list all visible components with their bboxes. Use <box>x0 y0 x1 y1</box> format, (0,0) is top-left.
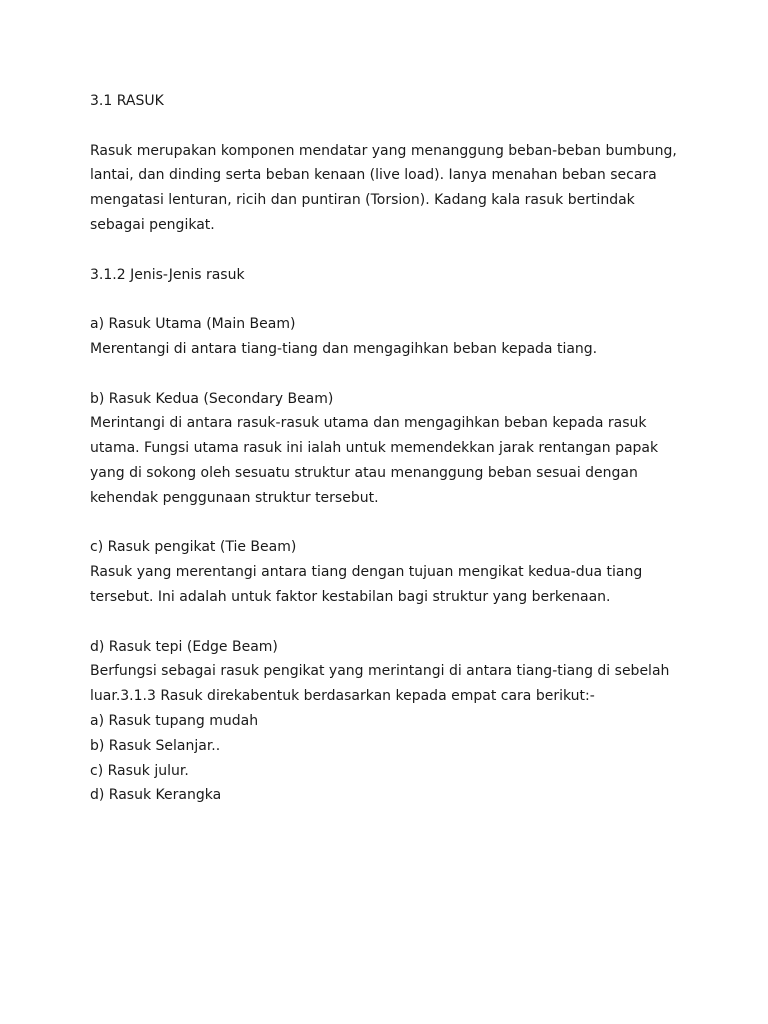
text-line: utama. Fungsi utama rasuk ini ialah untuk memendekkan jarak rentangan papak <box>90 440 659 457</box>
document-page <box>90 89 710 808</box>
section-heading: 3.1 RASUK <box>90 93 164 109</box>
beam-type-secondary <box>90 387 710 511</box>
spacer <box>90 238 710 263</box>
spacer <box>90 287 710 312</box>
beam-type-edge <box>90 635 710 709</box>
text-line: Merentangi di antara tiang-tiang dan mengagihkan beban kepada tiang. <box>90 340 598 357</box>
text-line: Merintangi di antara rasuk-rasuk utama dan mengagihkan beban kepada rasuk <box>90 415 647 432</box>
spacer <box>90 362 710 387</box>
text-line: lantai, dan dinding serta beban kenaan (live load). Ianya menahan beban secara <box>90 167 657 184</box>
text-line: mengatasi lenturan, ricih dan puntiran (Torsion). Kadang kala rasuk bertindak <box>90 192 635 209</box>
text-line: Rasuk yang merentangi antara tiang dengan tujuan mengikat kedua-dua tiang <box>90 564 643 581</box>
text-line: Berfungsi sebagai rasuk pengikat yang merintangi di antara tiang-tiang di sebelah <box>90 663 670 680</box>
list-item: b) Rasuk Selanjar.. <box>90 737 221 754</box>
text-line: sebagai pengikat. <box>90 216 215 233</box>
list-item: c) Rasuk julur. <box>90 762 189 779</box>
text-line: tersebut. Ini adalah untuk faktor kestabilan bagi struktur yang berkenaan. <box>90 588 611 605</box>
beam-type-title: c) Rasuk pengikat (Tie Beam) <box>90 539 297 556</box>
spacer <box>90 114 710 139</box>
beam-type-main <box>90 312 710 362</box>
spacer <box>90 610 710 635</box>
text-line: Rasuk merupakan komponen mendatar yang menanggung beban-beban bumbung, <box>90 142 677 159</box>
beam-type-title: a) Rasuk Utama (Main Beam) <box>90 316 296 333</box>
design-ways-list <box>90 709 710 808</box>
list-item: a) Rasuk tupang mudah <box>90 712 259 729</box>
list-item: d) Rasuk Kerangka <box>90 787 222 804</box>
subsection-heading: 3.1.2 Jenis-Jenis rasuk <box>90 266 245 283</box>
beam-type-tie <box>90 535 710 609</box>
intro-paragraph <box>90 139 710 238</box>
text-line: yang di sokong oleh sesuatu struktur atau menanggung beban sesuai dengan <box>90 464 638 481</box>
text-line: luar.3.1.3 Rasuk direkabentuk berdasarkan kepada empat cara berikut:- <box>90 688 595 705</box>
text-line: kehendak penggunaan struktur tersebut. <box>90 489 379 506</box>
beam-type-title: b) Rasuk Kedua (Secondary Beam) <box>90 390 334 407</box>
beam-type-title: d) Rasuk tepi (Edge Beam) <box>90 638 278 655</box>
spacer <box>90 511 710 536</box>
